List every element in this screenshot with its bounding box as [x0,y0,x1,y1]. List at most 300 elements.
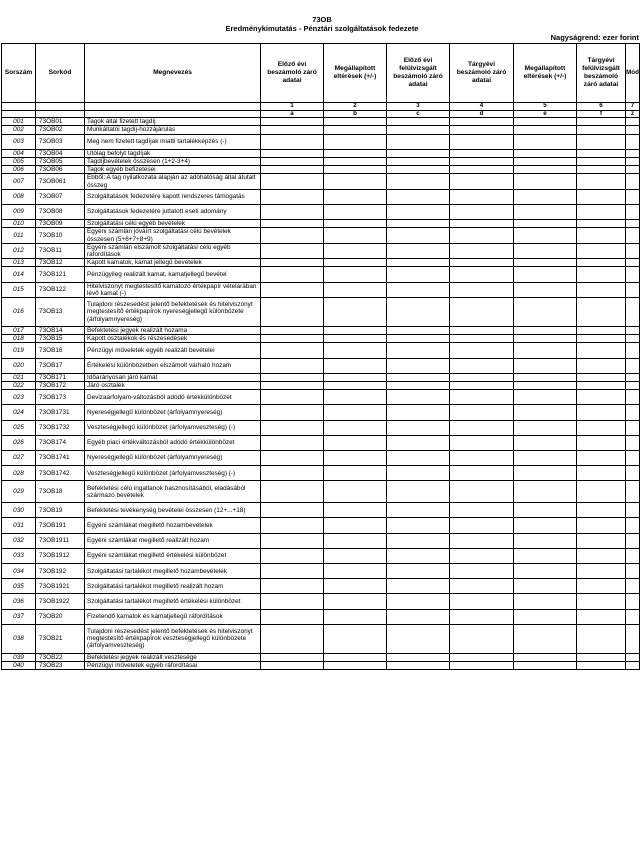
value-cell-col-2[interactable] [324,662,387,670]
value-cell-col-3[interactable] [387,126,450,134]
value-cell-mod[interactable] [626,118,640,126]
value-cell-mod[interactable] [626,435,640,450]
value-cell-col-4[interactable] [450,450,514,465]
value-cell-col-4[interactable] [450,518,514,533]
value-cell-col-5[interactable] [514,548,577,563]
value-cell-mod[interactable] [626,579,640,594]
value-cell-col-4[interactable] [450,228,514,243]
value-cell-col-1[interactable] [261,435,324,450]
value-cell-col-6[interactable] [577,126,626,134]
value-cell-col-6[interactable] [577,118,626,126]
value-cell-col-6[interactable] [577,166,626,174]
value-cell-col-5[interactable] [514,297,577,326]
value-cell-col-1[interactable] [261,548,324,563]
value-cell-col-1[interactable] [261,243,324,258]
value-cell-col-2[interactable] [324,481,387,503]
value-cell-col-1[interactable] [261,267,324,282]
value-cell-col-2[interactable] [324,149,387,157]
value-cell-col-1[interactable] [261,662,324,670]
value-cell-col-4[interactable] [450,157,514,165]
value-cell-col-1[interactable] [261,653,324,661]
value-cell-col-6[interactable] [577,335,626,343]
value-cell-col-2[interactable] [324,390,387,405]
value-cell-col-3[interactable] [387,157,450,165]
value-cell-col-6[interactable] [577,174,626,189]
value-cell-col-5[interactable] [514,518,577,533]
value-cell-col-1[interactable] [261,189,324,204]
value-cell-col-4[interactable] [450,548,514,563]
value-cell-col-1[interactable] [261,390,324,405]
value-cell-col-5[interactable] [514,157,577,165]
value-cell-col-2[interactable] [324,134,387,149]
value-cell-col-6[interactable] [577,381,626,389]
value-cell-col-3[interactable] [387,166,450,174]
row-megnevezes: Ebből: A tag nyilatkozata alapján az adóhatóság által átutalt összeg [85,174,261,189]
value-cell-col-4[interactable] [450,282,514,297]
value-cell-col-5[interactable] [514,204,577,219]
value-cell-col-4[interactable] [450,381,514,389]
value-cell-col-4[interactable] [450,420,514,435]
value-cell-col-3[interactable] [387,624,450,653]
value-cell-col-4[interactable] [450,435,514,450]
value-cell-col-4[interactable] [450,390,514,405]
value-cell-col-3[interactable] [387,220,450,228]
value-cell-col-6[interactable] [577,518,626,533]
value-cell-col-2[interactable] [324,166,387,174]
value-cell-col-2[interactable] [324,594,387,609]
value-cell-col-2[interactable] [324,204,387,219]
value-cell-mod[interactable] [626,594,640,609]
value-cell-mod[interactable] [626,624,640,653]
value-cell-col-6[interactable] [577,282,626,297]
value-cell-col-5[interactable] [514,118,577,126]
value-cell-col-5[interactable] [514,373,577,381]
value-cell-col-4[interactable] [450,326,514,334]
value-cell-col-2[interactable] [324,653,387,661]
value-cell-col-5[interactable] [514,326,577,334]
value-cell-col-2[interactable] [324,503,387,518]
value-cell-col-2[interactable] [324,326,387,334]
value-cell-col-4[interactable] [450,134,514,149]
value-cell-col-5[interactable] [514,174,577,189]
value-cell-col-2[interactable] [324,282,387,297]
value-cell-col-6[interactable] [577,358,626,373]
value-cell-mod[interactable] [626,420,640,435]
value-cell-col-1[interactable] [261,259,324,267]
value-cell-col-4[interactable] [450,564,514,579]
value-cell-mod[interactable] [626,174,640,189]
value-cell-col-3[interactable] [387,297,450,326]
value-cell-col-3[interactable] [387,373,450,381]
header-col-7: Mód [626,44,640,103]
value-cell-col-5[interactable] [514,243,577,258]
value-cell-col-4[interactable] [450,481,514,503]
value-cell-col-4[interactable] [450,579,514,594]
value-cell-col-5[interactable] [514,358,577,373]
value-cell-col-2[interactable] [324,243,387,258]
table-row [2,118,640,126]
value-cell-col-4[interactable] [450,503,514,518]
value-cell-col-1[interactable] [261,326,324,334]
value-cell-mod[interactable] [626,243,640,258]
row-sorkod: 73OB171 [36,373,85,381]
value-cell-col-6[interactable] [577,326,626,334]
value-cell-col-1[interactable] [261,503,324,518]
value-cell-col-6[interactable] [577,594,626,609]
value-cell-col-3[interactable] [387,579,450,594]
value-cell-col-3[interactable] [387,533,450,548]
value-cell-col-6[interactable] [577,609,626,624]
value-cell-col-2[interactable] [324,228,387,243]
value-cell-col-1[interactable] [261,373,324,381]
value-cell-col-4[interactable] [450,662,514,670]
value-cell-col-5[interactable] [514,662,577,670]
value-cell-col-5[interactable] [514,609,577,624]
row-megnevezes: Időarányosan járó kamat [85,373,261,381]
value-cell-col-4[interactable] [450,624,514,653]
row-sorkod: 73OB1742 [36,466,85,481]
value-cell-col-5[interactable] [514,390,577,405]
value-cell-col-4[interactable] [450,189,514,204]
value-cell-col-5[interactable] [514,405,577,420]
value-cell-col-5[interactable] [514,579,577,594]
value-cell-col-3[interactable] [387,343,450,358]
value-cell-col-6[interactable] [577,579,626,594]
value-cell-col-5[interactable] [514,564,577,579]
value-cell-col-4[interactable] [450,533,514,548]
value-cell-col-3[interactable] [387,564,450,579]
value-cell-col-4[interactable] [450,358,514,373]
value-cell-mod[interactable] [626,267,640,282]
table-row [2,243,640,258]
value-cell-col-5[interactable] [514,594,577,609]
value-cell-col-3[interactable] [387,503,450,518]
value-cell-col-6[interactable] [577,243,626,258]
value-cell-mod[interactable] [626,166,640,174]
value-cell-col-6[interactable] [577,435,626,450]
value-cell-col-3[interactable] [387,481,450,503]
value-cell-col-6[interactable] [577,450,626,465]
value-cell-col-6[interactable] [577,564,626,579]
value-cell-mod[interactable] [626,134,640,149]
value-cell-col-3[interactable] [387,662,450,670]
value-cell-col-2[interactable] [324,381,387,389]
value-cell-col-4[interactable] [450,118,514,126]
value-cell-mod[interactable] [626,450,640,465]
value-cell-col-1[interactable] [261,579,324,594]
value-cell-col-1[interactable] [261,450,324,465]
value-cell-col-5[interactable] [514,166,577,174]
value-cell-col-4[interactable] [450,166,514,174]
row-sorszam: 014 [2,267,36,282]
value-cell-col-1[interactable] [261,624,324,653]
value-cell-col-5[interactable] [514,503,577,518]
value-cell-col-6[interactable] [577,373,626,381]
value-cell-col-1[interactable] [261,220,324,228]
value-cell-col-6[interactable] [577,533,626,548]
value-cell-col-2[interactable] [324,118,387,126]
value-cell-mod[interactable] [626,609,640,624]
value-cell-col-5[interactable] [514,126,577,134]
value-cell-col-4[interactable] [450,297,514,326]
value-cell-col-3[interactable] [387,335,450,343]
value-cell-col-1[interactable] [261,149,324,157]
value-cell-mod[interactable] [626,220,640,228]
value-cell-col-3[interactable] [387,326,450,334]
value-cell-col-6[interactable] [577,466,626,481]
value-cell-col-5[interactable] [514,450,577,465]
value-cell-mod[interactable] [626,259,640,267]
value-cell-col-2[interactable] [324,450,387,465]
row-sorkod: 73OB21 [36,624,85,653]
value-cell-col-3[interactable] [387,118,450,126]
value-cell-col-4[interactable] [450,343,514,358]
value-cell-col-1[interactable] [261,126,324,134]
value-cell-mod[interactable] [626,503,640,518]
value-cell-col-2[interactable] [324,373,387,381]
value-cell-col-5[interactable] [514,343,577,358]
value-cell-col-5[interactable] [514,420,577,435]
table-row [2,609,640,624]
value-cell-col-4[interactable] [450,466,514,481]
value-cell-col-1[interactable] [261,381,324,389]
value-cell-col-3[interactable] [387,204,450,219]
value-cell-col-2[interactable] [324,297,387,326]
value-cell-col-1[interactable] [261,466,324,481]
value-cell-col-1[interactable] [261,228,324,243]
value-cell-col-3[interactable] [387,594,450,609]
value-cell-col-3[interactable] [387,435,450,450]
value-cell-col-6[interactable] [577,204,626,219]
column-number: 2 [324,103,387,111]
value-cell-col-6[interactable] [577,149,626,157]
value-cell-col-5[interactable] [514,220,577,228]
value-cell-mod[interactable] [626,149,640,157]
value-cell-col-2[interactable] [324,126,387,134]
value-cell-col-5[interactable] [514,481,577,503]
value-cell-col-2[interactable] [324,157,387,165]
value-cell-col-6[interactable] [577,481,626,503]
value-cell-col-2[interactable] [324,189,387,204]
value-cell-col-1[interactable] [261,405,324,420]
value-cell-col-2[interactable] [324,533,387,548]
value-cell-col-3[interactable] [387,420,450,435]
value-cell-mod[interactable] [626,405,640,420]
value-cell-col-6[interactable] [577,662,626,670]
value-cell-col-6[interactable] [577,189,626,204]
value-cell-col-6[interactable] [577,259,626,267]
value-cell-col-4[interactable] [450,653,514,661]
value-cell-col-4[interactable] [450,335,514,343]
value-cell-col-1[interactable] [261,174,324,189]
value-cell-col-3[interactable] [387,390,450,405]
value-cell-col-4[interactable] [450,405,514,420]
value-cell-mod[interactable] [626,466,640,481]
value-cell-col-1[interactable] [261,157,324,165]
value-cell-col-2[interactable] [324,420,387,435]
value-cell-col-3[interactable] [387,466,450,481]
value-cell-col-4[interactable] [450,174,514,189]
value-cell-mod[interactable] [626,662,640,670]
value-cell-col-2[interactable] [324,358,387,373]
value-cell-col-1[interactable] [261,594,324,609]
value-cell-mod[interactable] [626,157,640,165]
row-sorszam: 033 [2,548,36,563]
value-cell-col-5[interactable] [514,466,577,481]
value-cell-col-6[interactable] [577,134,626,149]
value-cell-col-4[interactable] [450,149,514,157]
value-cell-col-2[interactable] [324,405,387,420]
value-cell-col-4[interactable] [450,126,514,134]
value-cell-col-6[interactable] [577,420,626,435]
value-cell-mod[interactable] [626,204,640,219]
value-cell-col-6[interactable] [577,157,626,165]
value-cell-col-5[interactable] [514,259,577,267]
value-cell-col-3[interactable] [387,174,450,189]
value-cell-col-6[interactable] [577,624,626,653]
value-cell-col-5[interactable] [514,435,577,450]
value-cell-col-1[interactable] [261,564,324,579]
value-cell-col-2[interactable] [324,267,387,282]
value-cell-col-3[interactable] [387,405,450,420]
value-cell-col-3[interactable] [387,134,450,149]
value-cell-col-3[interactable] [387,358,450,373]
value-cell-col-1[interactable] [261,343,324,358]
value-cell-col-3[interactable] [387,653,450,661]
value-cell-mod[interactable] [626,564,640,579]
value-cell-mod[interactable] [626,518,640,533]
value-cell-col-6[interactable] [577,653,626,661]
value-cell-col-5[interactable] [514,149,577,157]
value-cell-col-4[interactable] [450,204,514,219]
value-cell-mod[interactable] [626,326,640,334]
column-number: 7 [626,103,640,111]
row-sorkod: 73OB03 [36,134,85,149]
value-cell-col-4[interactable] [450,373,514,381]
value-cell-col-1[interactable] [261,609,324,624]
value-cell-col-6[interactable] [577,390,626,405]
value-cell-col-3[interactable] [387,282,450,297]
value-cell-mod[interactable] [626,358,640,373]
value-cell-col-2[interactable] [324,579,387,594]
value-cell-col-3[interactable] [387,381,450,389]
value-cell-col-3[interactable] [387,228,450,243]
value-cell-col-3[interactable] [387,243,450,258]
value-cell-col-1[interactable] [261,204,324,219]
value-cell-col-1[interactable] [261,297,324,326]
row-megnevezes: Szolgáltatási célú egyéb bevételek [85,220,261,228]
value-cell-col-3[interactable] [387,259,450,267]
value-cell-col-1[interactable] [261,358,324,373]
value-cell-col-3[interactable] [387,548,450,563]
value-cell-col-5[interactable] [514,267,577,282]
value-cell-col-2[interactable] [324,564,387,579]
value-cell-col-3[interactable] [387,450,450,465]
value-cell-col-4[interactable] [450,220,514,228]
row-megnevezes: Hitelviszonyt megtestesítő kamatozó értékpapír vételárában lévő kamat (-) [85,282,261,297]
value-cell-col-6[interactable] [577,343,626,358]
value-cell-mod[interactable] [626,653,640,661]
value-cell-col-1[interactable] [261,420,324,435]
value-cell-mod[interactable] [626,481,640,503]
value-cell-col-5[interactable] [514,653,577,661]
value-cell-col-5[interactable] [514,335,577,343]
value-cell-mod[interactable] [626,228,640,243]
value-cell-col-4[interactable] [450,594,514,609]
value-cell-col-4[interactable] [450,609,514,624]
value-cell-col-3[interactable] [387,189,450,204]
value-cell-col-2[interactable] [324,220,387,228]
value-cell-col-3[interactable] [387,267,450,282]
value-cell-mod[interactable] [626,297,640,326]
value-cell-mod[interactable] [626,373,640,381]
value-cell-col-6[interactable] [577,228,626,243]
value-cell-mod[interactable] [626,335,640,343]
value-cell-mod[interactable] [626,343,640,358]
row-sorkod: 73OB15 [36,335,85,343]
row-megnevezes: Egyéni számlákat megillető hozambevételek [85,518,261,533]
value-cell-col-2[interactable] [324,174,387,189]
value-cell-col-6[interactable] [577,267,626,282]
value-cell-col-4[interactable] [450,243,514,258]
value-cell-col-5[interactable] [514,624,577,653]
value-cell-mod[interactable] [626,533,640,548]
value-cell-col-6[interactable] [577,297,626,326]
value-cell-col-6[interactable] [577,503,626,518]
value-cell-col-2[interactable] [324,343,387,358]
value-cell-col-5[interactable] [514,134,577,149]
value-cell-col-5[interactable] [514,533,577,548]
value-cell-col-2[interactable] [324,548,387,563]
table-row [2,326,640,334]
value-cell-mod[interactable] [626,381,640,389]
value-cell-col-2[interactable] [324,335,387,343]
value-cell-col-4[interactable] [450,259,514,267]
value-cell-col-1[interactable] [261,518,324,533]
value-cell-col-6[interactable] [577,405,626,420]
value-cell-col-2[interactable] [324,259,387,267]
value-cell-col-1[interactable] [261,166,324,174]
value-cell-col-5[interactable] [514,381,577,389]
value-cell-mod[interactable] [626,189,640,204]
value-cell-col-3[interactable] [387,609,450,624]
value-cell-col-6[interactable] [577,548,626,563]
value-cell-mod[interactable] [626,282,640,297]
value-cell-col-5[interactable] [514,282,577,297]
value-cell-col-1[interactable] [261,481,324,503]
value-cell-col-2[interactable] [324,609,387,624]
value-cell-col-3[interactable] [387,149,450,157]
value-cell-col-2[interactable] [324,466,387,481]
value-cell-col-5[interactable] [514,189,577,204]
value-cell-col-5[interactable] [514,228,577,243]
value-cell-col-2[interactable] [324,518,387,533]
value-cell-col-4[interactable] [450,267,514,282]
value-cell-col-6[interactable] [577,220,626,228]
value-cell-mod[interactable] [626,126,640,134]
value-cell-col-1[interactable] [261,282,324,297]
value-cell-col-1[interactable] [261,335,324,343]
value-cell-mod[interactable] [626,548,640,563]
value-cell-col-3[interactable] [387,518,450,533]
value-cell-col-2[interactable] [324,624,387,653]
value-cell-col-1[interactable] [261,134,324,149]
value-cell-col-2[interactable] [324,435,387,450]
value-cell-col-1[interactable] [261,533,324,548]
value-cell-col-1[interactable] [261,118,324,126]
value-cell-mod[interactable] [626,390,640,405]
row-sorkod: 73OB09 [36,220,85,228]
